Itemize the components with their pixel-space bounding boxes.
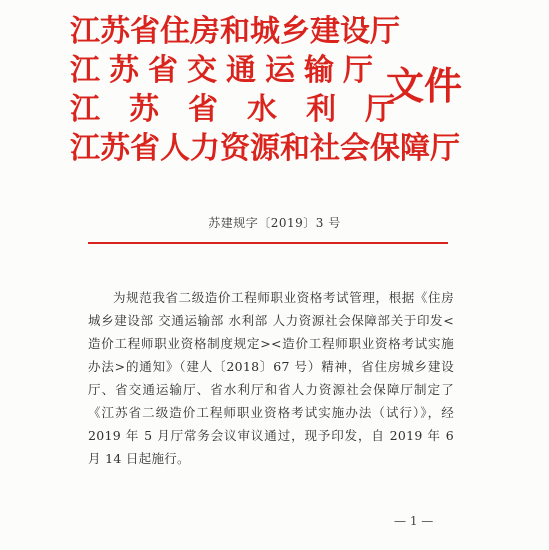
issuer-hr-department: 江苏省人力资源和社会保障厅 xyxy=(70,131,460,166)
issuer-housing-department: 江苏省住房和城乡建设厅 xyxy=(70,14,400,49)
issuer-water-department: 江苏省水利厅 xyxy=(70,92,424,127)
red-divider-line xyxy=(88,242,448,244)
document-body xyxy=(88,286,454,470)
document-suffix: 文件 xyxy=(386,64,463,108)
body-paragraph: 为规范我省二级造价工程师职业资格考试管理，根据《住房城乡建设部 交通运输部 水利部 人力资源社会保障部关于印发<造价工程师职业资格制度规定><造价工程师职业资格考试实施办法>的通知》（建人〔2018〕67 号）精神，省住房城乡建设厅、省交通运输厅、省水利厅和省人力资源社会保障厅制定了《江苏省二级造价工程师职业资格考试实施办法（试行）》，经 2019 年 5 月厅常务会议审议通过，现予印发，自 2019 年 6 月 14 日起施行。 xyxy=(88,290,454,466)
document-number: 苏建规字〔2019〕3 号 xyxy=(208,216,341,230)
page-number: — 1 — xyxy=(394,514,434,528)
issuer-transport-department: 江苏省交通运输厅 xyxy=(70,53,382,88)
